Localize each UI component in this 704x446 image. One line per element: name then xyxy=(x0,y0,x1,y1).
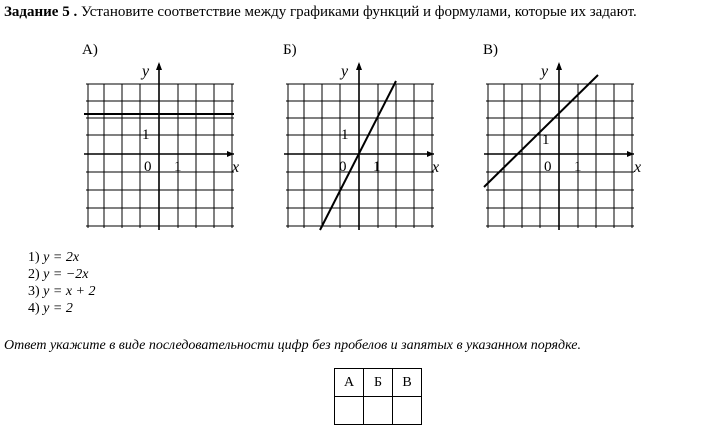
formula-item: 2) y = −2x xyxy=(28,267,89,282)
formula-list xyxy=(28,249,96,317)
graph-v-one-x-label: 1 xyxy=(574,159,582,175)
graph-b-one-y-label: 1 xyxy=(341,127,349,143)
graph-a-one-x-label: 1 xyxy=(174,159,182,175)
graph-b-x-label: x xyxy=(432,159,440,176)
answer-header-v: В xyxy=(393,369,422,397)
graph-b-grid xyxy=(286,84,434,228)
graph-v xyxy=(484,60,654,235)
formula-item: 1) y = 2x xyxy=(28,250,80,265)
graph-a-one-y-label: 1 xyxy=(142,127,150,143)
answer-header-row xyxy=(335,369,422,397)
graph-b xyxy=(284,60,454,235)
answer-table xyxy=(334,368,422,425)
graph-v-label: В) xyxy=(483,42,498,58)
graph-b-label: Б) xyxy=(283,42,297,58)
answer-instruction: Ответ укажите в виде последовательности цифр без пробелов и запятых в указанном порядке. xyxy=(4,338,582,353)
answer-header-b: Б xyxy=(364,369,393,397)
graph-a xyxy=(84,60,254,235)
graph-v-x-arrow xyxy=(627,151,634,157)
task-title xyxy=(4,4,637,21)
formula-item: 4) y = 2 xyxy=(28,301,73,316)
graph-v-y-label: y xyxy=(541,63,549,80)
formula-item: 3) y = x + 2 xyxy=(28,284,96,299)
graph-v-grid xyxy=(486,84,634,228)
graph-b-y-label: y xyxy=(341,63,349,80)
answer-input-row xyxy=(335,397,422,425)
task-number: Задание 5 . xyxy=(4,4,78,20)
graph-v-x-label: x xyxy=(634,159,642,176)
graph-a-y-label: y xyxy=(142,63,150,80)
answer-cell-v[interactable] xyxy=(393,397,422,425)
graph-a-label: А) xyxy=(82,42,98,58)
answer-cell-a[interactable] xyxy=(335,397,364,425)
graph-a-x-label: x xyxy=(232,159,240,176)
graph-b-one-x-label: 1 xyxy=(373,159,381,175)
graph-b-origin-label: 0 xyxy=(339,159,347,175)
graph-v-y-arrow xyxy=(556,62,562,70)
graph-a-origin-label: 0 xyxy=(144,159,152,175)
answer-cell-b[interactable] xyxy=(364,397,393,425)
answer-header-a: А xyxy=(335,369,364,397)
graph-b-y-arrow xyxy=(356,62,362,70)
graph-a-y-arrow xyxy=(156,62,162,70)
graph-v-origin-label: 0 xyxy=(544,159,552,175)
graph-a-x-arrow xyxy=(227,151,234,157)
graph-b-x-arrow xyxy=(427,151,434,157)
graph-a-grid xyxy=(86,84,234,228)
graph-v-one-y-label: 1 xyxy=(542,132,550,148)
task-text: Установите соответствие между графиками функций и формулами, которые их задают. xyxy=(80,4,637,20)
